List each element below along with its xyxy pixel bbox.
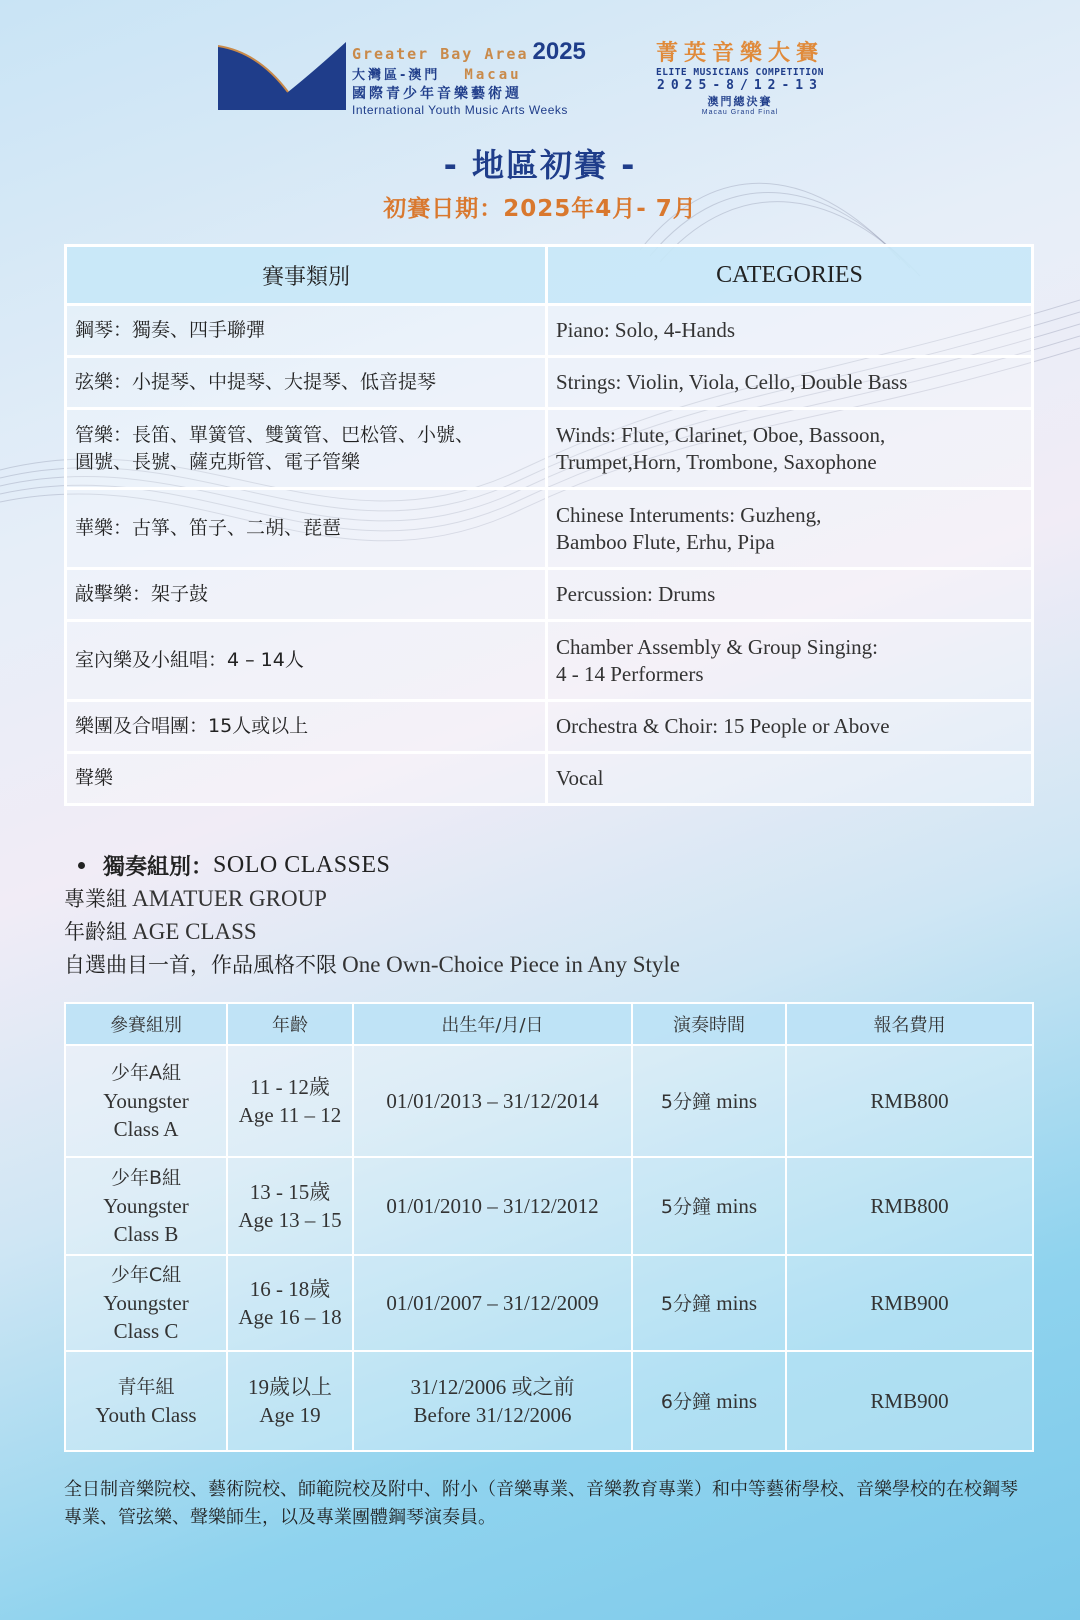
table-row bbox=[66, 569, 1033, 621]
solo-age-cn: 年齡組 bbox=[64, 920, 127, 944]
gba-cn-region: 大灣區-澳門 bbox=[352, 68, 441, 83]
table-row bbox=[66, 753, 1033, 805]
class-time-cell bbox=[632, 1157, 786, 1255]
bullet-icon bbox=[78, 862, 85, 869]
solo-classes-section bbox=[64, 848, 1034, 981]
classes-header-dob: 出生年/月/日 bbox=[353, 1003, 632, 1045]
class-dob: 31/12/2006 或之前 Before 31/12/2006 bbox=[353, 1351, 632, 1451]
class-age-cn: 19歲以上 bbox=[248, 1375, 332, 1399]
table-row bbox=[65, 1045, 1033, 1157]
table-row bbox=[66, 621, 1033, 701]
category-cn: 弦樂：小提琴、中提琴、大提琴、低音提琴 bbox=[66, 357, 547, 409]
classes-header-age: 年齡 bbox=[227, 1003, 353, 1045]
category-en: Winds: Flute, Clarinet, Oboe, Bassoon, Trumpet,Horn, Trombone, Saxophone bbox=[547, 409, 1033, 489]
table-row bbox=[65, 1157, 1033, 1255]
class-age-cn: 16 - 18歲 bbox=[249, 1277, 331, 1301]
class-time-cn: 5分鐘 bbox=[660, 1292, 711, 1315]
solo-piece-line bbox=[64, 948, 1034, 981]
class-time-cn: 5分鐘 bbox=[660, 1195, 711, 1218]
table-row bbox=[66, 409, 1033, 489]
categories-table bbox=[64, 244, 1034, 806]
class-fee: RMB900 bbox=[786, 1255, 1033, 1351]
solo-heading bbox=[64, 848, 1034, 882]
class-time-cn: 6分鐘 bbox=[660, 1390, 711, 1413]
elite-cn-title: 菁英音樂大賽 bbox=[655, 40, 824, 66]
class-dob: 01/01/2013 – 31/12/2014 bbox=[353, 1045, 632, 1157]
class-fee: RMB800 bbox=[786, 1157, 1033, 1255]
solo-piece-cn: 自選曲目一首，作品風格不限 bbox=[64, 953, 337, 977]
category-cn: 室內樂及小組唱：4 – 14人 bbox=[66, 621, 547, 701]
class-age-en: Age 19 bbox=[259, 1403, 321, 1427]
classes-table bbox=[64, 1002, 1034, 1452]
class-time-en: mins bbox=[716, 1193, 758, 1218]
class-group-cn: 少年A組 bbox=[111, 1062, 181, 1084]
class-age-cell bbox=[227, 1157, 353, 1255]
category-en: Chamber Assembly & Group Singing: 4 - 14 Performers bbox=[547, 621, 1033, 701]
table-row bbox=[66, 305, 1033, 357]
elite-final-cn: 澳門總決賽 bbox=[707, 95, 773, 108]
category-en: Strings: Violin, Viola, Cello, Double Bass bbox=[547, 357, 1033, 409]
class-age-en: Age 16 – 18 bbox=[238, 1305, 342, 1329]
classes-header-fee: 報名費用 bbox=[786, 1003, 1033, 1045]
categories-header-cn: 賽事類別 bbox=[66, 246, 547, 305]
category-en: Chinese Interuments: Guzheng, Bamboo Flute, Erhu, Pipa bbox=[547, 489, 1033, 569]
category-en: Vocal bbox=[547, 753, 1033, 805]
gba-macau: Macau bbox=[464, 67, 522, 83]
class-age-cell bbox=[227, 1351, 353, 1451]
gba-cn-title: 國際青少年音樂藝術週 bbox=[352, 86, 522, 102]
page-title: - 地區初賽 - bbox=[443, 146, 637, 184]
class-group-cn: 少年C組 bbox=[110, 1264, 182, 1286]
class-time-en: mins bbox=[716, 1290, 758, 1315]
class-age-en: Age 13 – 15 bbox=[238, 1208, 342, 1232]
class-group-cn: 少年B組 bbox=[110, 1167, 182, 1189]
category-cn: 敲擊樂：架子鼓 bbox=[66, 569, 547, 621]
page-subtitle: 初賽日期：2025年4月- 7月 bbox=[383, 196, 697, 222]
solo-piece-en: One Own-Choice Piece in Any Style bbox=[342, 952, 681, 977]
gba-wave-logo-icon bbox=[218, 42, 348, 110]
elite-date: 2025-8/12-13 bbox=[657, 78, 823, 93]
category-en: Piano: Solo, 4-Hands bbox=[547, 305, 1033, 357]
class-dob: 01/01/2007 – 31/12/2009 bbox=[353, 1255, 632, 1351]
class-group-cell bbox=[65, 1351, 227, 1451]
classes-header-group: 參賽組別 bbox=[65, 1003, 227, 1045]
class-group-en: Youth Class bbox=[95, 1403, 197, 1427]
class-time-cn: 5分鐘 bbox=[660, 1090, 711, 1113]
gba-en-subtitle: International Youth Music Arts Weeks bbox=[352, 103, 568, 117]
class-age-cn: 13 - 15歲 bbox=[249, 1180, 331, 1204]
category-en: Orchestra & Choir: 15 People or Above bbox=[547, 701, 1033, 753]
gba-logo-text bbox=[352, 38, 592, 117]
table-row bbox=[65, 1255, 1033, 1351]
category-cn: 鋼琴：獨奏、四手聯彈 bbox=[66, 305, 547, 357]
eligibility-note: 全日制音樂院校、藝術院校、師範院校及附中、附小（音樂專業、音樂教育專業）和中等藝術學校、音樂學校的在校鋼琴專業、管弦樂、聲樂師生，以及專業團體鋼琴演奏員。 bbox=[64, 1479, 1018, 1528]
class-age-cell bbox=[227, 1045, 353, 1157]
class-time-cell bbox=[632, 1351, 786, 1451]
class-time-cell bbox=[632, 1045, 786, 1157]
solo-age-en: AGE CLASS bbox=[132, 919, 257, 944]
class-age-cell bbox=[227, 1255, 353, 1351]
class-age-en: Age 11 – 12 bbox=[238, 1103, 342, 1127]
page-header bbox=[0, 30, 1080, 130]
solo-heading-en: SOLO CLASSES bbox=[213, 851, 391, 878]
elite-en-title: ELITE MUSICIANS COMPETITION bbox=[656, 67, 824, 78]
class-time-en: mins bbox=[716, 1388, 758, 1413]
class-fee: RMB800 bbox=[786, 1045, 1033, 1157]
solo-group-cn: 專業組 bbox=[64, 887, 127, 911]
solo-age-line bbox=[64, 915, 1034, 948]
gba-en-title: Greater Bay Area bbox=[352, 45, 529, 63]
categories-header-en: CATEGORIES bbox=[547, 246, 1033, 305]
category-cn: 樂團及合唱團：15人或以上 bbox=[66, 701, 547, 753]
category-cn: 華樂：古箏、笛子、二胡、琵琶 bbox=[66, 489, 547, 569]
elite-logo-text bbox=[620, 36, 860, 116]
solo-group-en: AMATUER GROUP bbox=[132, 886, 327, 911]
gba-year: 2025 bbox=[532, 38, 586, 65]
class-group-en: Youngster Class B bbox=[103, 1194, 189, 1246]
solo-heading-cn: 獨奏組別： bbox=[103, 854, 214, 880]
solo-group-line bbox=[64, 882, 1034, 915]
class-group-en: Youngster Class C bbox=[103, 1291, 189, 1343]
class-time-cell bbox=[632, 1255, 786, 1351]
class-time-en: mins bbox=[716, 1088, 758, 1113]
category-en: Percussion: Drums bbox=[547, 569, 1033, 621]
category-cn: 聲樂 bbox=[66, 753, 547, 805]
elite-final-en: Macau Grand Final bbox=[701, 109, 779, 116]
class-group-cell bbox=[65, 1255, 227, 1351]
class-group-cn: 青年組 bbox=[117, 1376, 175, 1398]
class-fee: RMB900 bbox=[786, 1351, 1033, 1451]
class-group-cell bbox=[65, 1045, 227, 1157]
class-group-cell bbox=[65, 1157, 227, 1255]
category-cn: 管樂：長笛、單簧管、雙簧管、巴松管、小號、 圓號、長號、薩克斯管、電子管樂 bbox=[66, 409, 547, 489]
class-dob: 01/01/2010 – 31/12/2012 bbox=[353, 1157, 632, 1255]
table-row bbox=[66, 357, 1033, 409]
table-row bbox=[66, 489, 1033, 569]
table-row bbox=[66, 701, 1033, 753]
class-group-en: Youngster Class A bbox=[103, 1089, 189, 1141]
table-row bbox=[65, 1351, 1033, 1451]
class-age-cn: 11 - 12歲 bbox=[250, 1075, 330, 1099]
classes-header-time: 演奏時間 bbox=[632, 1003, 786, 1045]
